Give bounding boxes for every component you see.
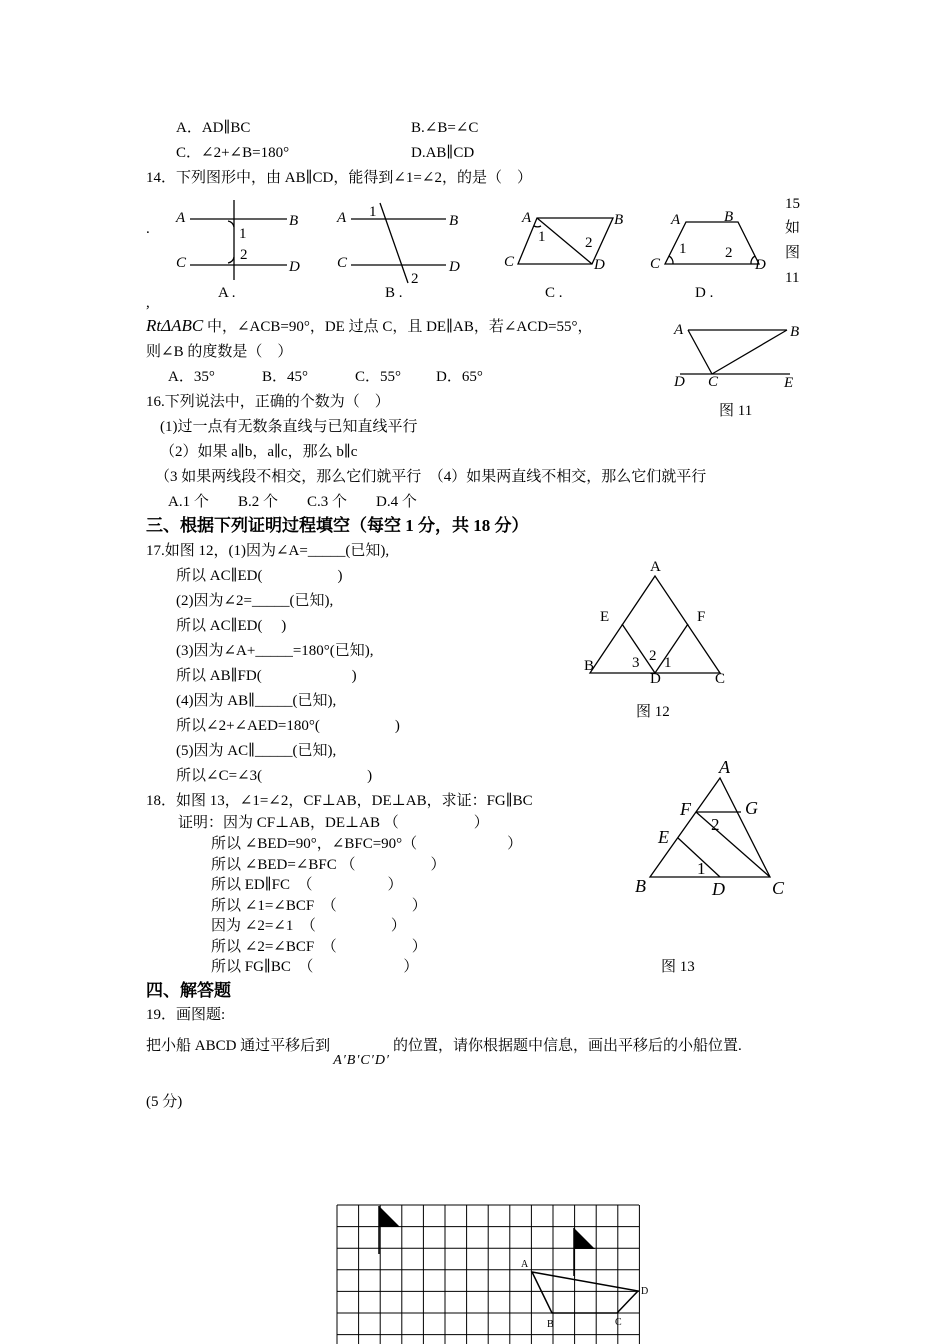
q14-stem: 14．下列图形中，由 AB∥CD，能得到∠1=∠2，的是（ ） [146, 170, 532, 186]
q14a-label-d: D [289, 259, 300, 275]
q17-line-3: 所以 AC∥ED( ) [176, 618, 287, 634]
q14b-angle-2: 2 [411, 271, 419, 287]
q19-text-before: 把小船 ABCD 通过平移后到 [146, 1038, 331, 1054]
q14b-label-a: A [337, 210, 347, 226]
q15-option-a: A．35° [168, 369, 215, 385]
q14a-label-c: C [176, 255, 187, 271]
q14d-label-b: B [724, 209, 734, 225]
q17-angle-2: 2 [649, 648, 657, 664]
q14d-label-c: C [650, 256, 661, 272]
q14b-angle-1: 1 [369, 204, 377, 220]
q17-line-8: (5)因为 AC∥_____(已知), [176, 743, 337, 759]
q17-angle-1: 1 [664, 655, 672, 671]
q18-proof-7: 所以 FG∥BC （ ） [211, 959, 419, 975]
q14c-angle-1: 1 [538, 229, 546, 245]
q17-label-e: E [600, 609, 610, 625]
q14b-label-b: B [449, 213, 459, 229]
q14c-label-a: A [522, 210, 532, 226]
q14-caption-c: C . [545, 285, 563, 301]
q16-option-c: C.3 个 [307, 494, 348, 510]
q14d-label-d: D [755, 257, 766, 273]
q17-line-6: (4)因为 AB∥_____(已知), [176, 693, 337, 709]
q14-caption-d: D . [695, 285, 714, 301]
q17-line-4: (3)因为∠A+_____=180°(已知), [176, 643, 374, 659]
q17-label-a: A [650, 559, 661, 575]
q15-line1-rest: 中，∠ACB=90°，DE 过点 C，且 DE∥AB，若∠ACD=55°， [203, 319, 593, 335]
q14d-angle-2: 2 [725, 245, 733, 261]
q16-stem: 16.下列说法中，正确的个数为（ ） [146, 394, 390, 410]
q18-stem: 18．如图 13，∠1=∠2，CF⊥AB，DE⊥AB，求证：FG∥BC [146, 793, 533, 809]
section3-heading: 三、根据下列证明过程填空（每空 1 分，共 18 分） [146, 516, 529, 535]
flag-right-icon [574, 1228, 595, 1249]
q15-label-b: B [790, 324, 800, 340]
q16-statement-3: （3 如果两线段不相交，那么它们就平行 （4）如果两直线不相交，那么它们就平行 [155, 469, 707, 485]
q17-line-1: 所以 AC∥ED( ) [176, 568, 343, 584]
q15-fig-caption: 图 11 [719, 403, 753, 419]
q18-label-a: A [719, 757, 730, 777]
q19-grid-label-b: B [547, 1319, 554, 1330]
q13-option-a: A．AD∥BC [176, 120, 251, 136]
q18-label-b: B [635, 876, 646, 896]
q15-line2: 则∠B 的度数是（ ） [146, 344, 293, 360]
q16-option-a: A.1 个 [168, 494, 209, 510]
q18-proof-2: 所以 ∠BED=∠BFC （ ） [211, 857, 446, 873]
q13-option-c: C．∠2+∠B=180° [176, 145, 290, 161]
q14a-label-a: A [176, 210, 186, 226]
q15-label-d: D [674, 374, 685, 390]
q18-fig-caption: 图 13 [661, 959, 695, 975]
q16-option-b: B.2 个 [238, 494, 279, 510]
q18-proof-4: 所以 ∠1=∠BCF （ ） [211, 898, 427, 914]
q17-label-b: B [584, 658, 595, 674]
q13-option-d: D.AB∥CD [411, 145, 475, 161]
q14-caption-b: B . [385, 285, 403, 301]
q15-label-a: A [674, 322, 684, 338]
q18-angle-1: 1 [697, 859, 706, 878]
q14b-label-c: C [337, 255, 348, 271]
q18-label-e: E [658, 827, 669, 847]
q17-fig-caption: 图 12 [636, 704, 670, 720]
q14d-label-a: A [671, 212, 681, 228]
q15-side-ru: 如 [785, 220, 801, 236]
q15-rt-label: RtΔABC [146, 316, 204, 335]
q14c-label-c: C [504, 254, 515, 270]
q15-comma: , [146, 295, 150, 311]
q15-label-e: E [784, 375, 794, 391]
q18-proof-0: 证明：因为 CF⊥AB，DE⊥AB （ ） [178, 815, 489, 831]
q15-label-c: C [708, 374, 719, 390]
q14a-label-b: B [289, 213, 299, 229]
q17-angle-3: 3 [632, 655, 640, 671]
q15-option-b: B．45° [262, 369, 309, 385]
flag-left-icon [379, 1206, 400, 1227]
q18-angle-2: 2 [711, 815, 720, 834]
q15-side-num: 15 [785, 196, 800, 212]
q19-grid-label-a: A [521, 1259, 529, 1270]
q16-statement-1: (1)过一点有无数条直线与已知直线平行 [160, 419, 418, 435]
q19-grid-label-c: C [615, 1317, 622, 1328]
q14c-label-b: B [614, 212, 624, 228]
q18-label-g: G [745, 798, 758, 818]
q17-line-0: 17.如图 12，(1)因为∠A=_____(已知), [146, 543, 390, 559]
q14a-angle-1: 1 [239, 226, 247, 242]
q16-option-d: D.4 个 [376, 494, 417, 510]
q14a-angle-2: 2 [240, 247, 248, 263]
q18-proof-6: 所以 ∠2=∠BCF （ ） [211, 939, 427, 955]
q19-text-after: 的位置，请你根据题中信息，画出平移后的小船位置. [393, 1038, 742, 1054]
q14c-angle-2: 2 [585, 235, 593, 251]
q17-label-c: C [715, 671, 726, 687]
q18-label-f: F [680, 799, 691, 819]
q15-side-11: 11 [785, 270, 800, 286]
q19-primed-label: A′B′C′D′ [333, 1053, 390, 1068]
q17-line-2: (2)因为∠2=_____(已知), [176, 593, 334, 609]
q17-line-5: 所以 AB∥FD( ) [176, 668, 357, 684]
q15-side-tu: 图 [785, 245, 801, 261]
q13-option-b: B.∠B=∠C [411, 120, 479, 136]
q14d-angle-1: 1 [679, 241, 687, 257]
q16-statement-2: （2）如果 a∥b，a∥c，那么 b∥c [160, 444, 358, 460]
q15-option-c: C．55° [355, 369, 402, 385]
q17-line-7: 所以∠2+∠AED=180°( ) [176, 718, 400, 734]
q18-label-c: C [772, 878, 785, 898]
q14c-label-d: D [594, 257, 605, 273]
q17-label-d: D [650, 671, 661, 687]
q19-title: 19．画图题: [146, 1007, 226, 1023]
q17-line-9: 所以∠C=∠3( ) [176, 768, 373, 784]
q18-proof-5: 因为 ∠2=∠1 （ ） [211, 918, 406, 934]
q19-grid-label-d: D [641, 1286, 649, 1297]
q15-option-d: D．65° [436, 369, 483, 385]
q19-score: (5 分) [146, 1094, 183, 1110]
q18-label-d: D [712, 879, 725, 899]
q14b-label-d: D [449, 259, 460, 275]
q14-caption-a: A . [218, 285, 236, 301]
q14-dot: . [146, 221, 150, 237]
q17-label-f: F [697, 609, 706, 625]
q18-proof-1: 所以 ∠BED=90°，∠BFC=90°（ ） [211, 836, 523, 852]
section4-heading: 四、解答题 [146, 981, 231, 1000]
q18-proof-3: 所以 ED∥FC （ ） [211, 877, 403, 893]
